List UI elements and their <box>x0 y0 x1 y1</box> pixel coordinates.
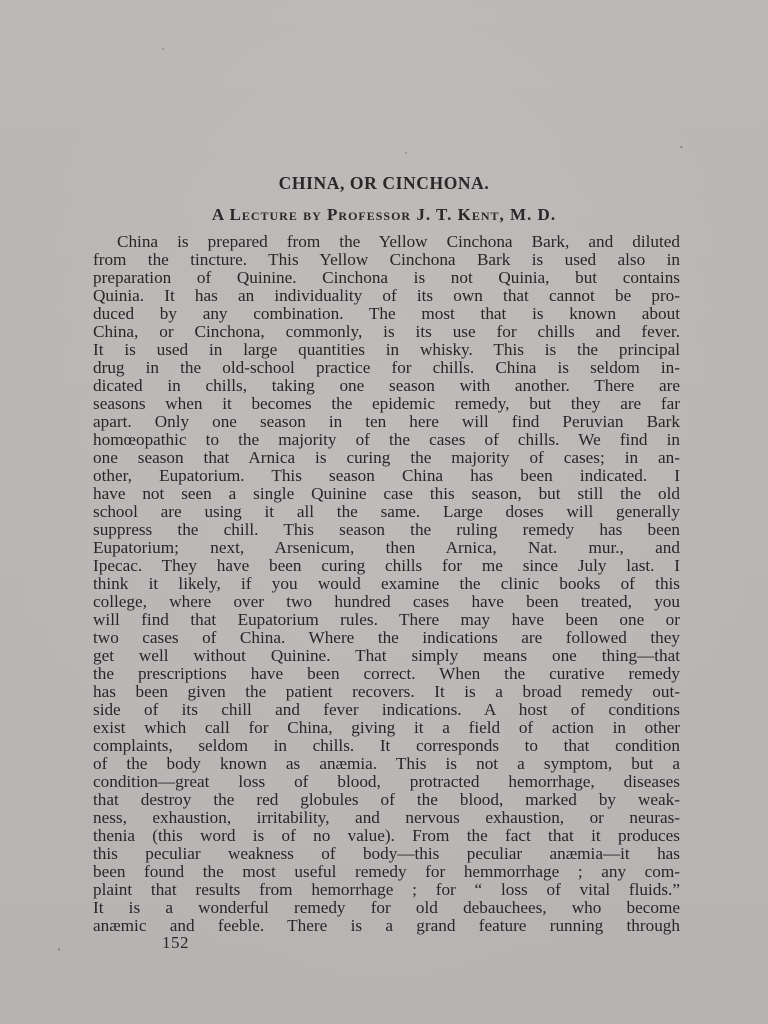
text-line: from the tincture. This Yellow Cinchona Bark is used also in <box>93 250 680 269</box>
paper-speck <box>58 948 60 951</box>
text-line: anæmic and feeble. There is a grand feature running through <box>93 916 680 935</box>
text-line: China is prepared from the Yellow Cinchona Bark, and diluted <box>117 232 680 251</box>
text-line: will find that Eupatorium rules. There may have been one or <box>93 610 680 629</box>
lecture-body <box>93 233 680 935</box>
text-line: homœopathic to the majority of the cases of chills. We find in <box>93 430 680 449</box>
text-line: exist which call for China, giving it a field of action in other <box>93 718 680 737</box>
text-line: the prescriptions have been correct. When the curative remedy <box>93 664 680 683</box>
text-line: It is a wonderful remedy for old debauchees, who become <box>93 898 680 917</box>
lecture-byline: A Lecture by Professor J. T. Kent, M. D. <box>211 205 557 224</box>
text-line: drug in the old-school practice for chills. China is seldom in- <box>93 358 680 377</box>
text-line: duced by any combination. The most that is known about <box>93 304 680 323</box>
text-line: of the body known as anæmia. This is not a symptom, but a <box>93 754 680 773</box>
text-line: dicated in chills, taking one season with another. There are <box>93 376 680 395</box>
text-line: preparation of Quinine. Cinchona is not Quinia, but contains <box>93 268 680 287</box>
text-line: two cases of China. Where the indications are followed they <box>93 628 680 647</box>
paper-speck <box>405 152 407 154</box>
text-line: school are using it all the same. Large doses will generally <box>93 502 680 521</box>
text-line: think it likely, if you would examine the clinic books of this <box>93 574 680 593</box>
text-line: Quinia. It has an individuality of its own that cannot be pro- <box>93 286 680 305</box>
text-line: one season that Arnica is curing the majority of cases; in an- <box>93 448 680 467</box>
text-line: It is used in large quantities in whisky. This is the principal <box>93 340 680 359</box>
text-line: that destroy the red globules of the blood, marked by weak- <box>93 790 680 809</box>
text-line: other, Eupatorium. This season China has been indicated. I <box>93 466 680 485</box>
text-line: Eupatorium; next, Arsenicum, then Arnica, Nat. mur., and <box>93 538 680 557</box>
text-line: seasons when it becomes the epidemic remedy, but they are far <box>93 394 680 413</box>
text-line: have not seen a single Quinine case this season, but still the old <box>93 484 680 503</box>
page-number: 152 <box>162 933 189 952</box>
text-line: this peculiar weakness of body—this peculiar anæmia—it has <box>93 844 680 863</box>
text-line: been found the most useful remedy for hemmorrhage ; any com- <box>93 862 680 881</box>
text-line: Ipecac. They have been curing chills for me since July last. I <box>93 556 680 575</box>
text-line: plaint that results from hemorrhage ; for “ loss of vital fluids.” <box>93 880 680 899</box>
text-line: apart. Only one season in ten here will find Peruvian Bark <box>93 412 680 431</box>
paper-speck <box>680 146 683 148</box>
text-line: has been given the patient recovers. It is a broad remedy out- <box>93 682 680 701</box>
text-line: suppress the chill. This season the ruling remedy has been <box>93 520 680 539</box>
text-line: thenia (this word is of no value). From the fact that it produces <box>93 826 680 845</box>
page-title: CHINA, OR CINCHONA. <box>278 173 490 193</box>
text-line: complaints, seldom in chills. It corresponds to that condition <box>93 736 680 755</box>
paper-speck <box>162 48 164 50</box>
text-line: ness, exhaustion, irritability, and nervous exhaustion, or neuras- <box>93 808 680 827</box>
text-line: condition—great loss of blood, protracted hemorrhage, diseases <box>93 772 680 791</box>
text-line: get well without Quinine. That simply means one thing—that <box>93 646 680 665</box>
text-line: college, where over two hundred cases have been treated, you <box>93 592 680 611</box>
text-line: China, or Cinchona, commonly, is its use for chills and fever. <box>93 322 680 341</box>
text-line: side of its chill and fever indications. A host of conditions <box>93 700 680 719</box>
